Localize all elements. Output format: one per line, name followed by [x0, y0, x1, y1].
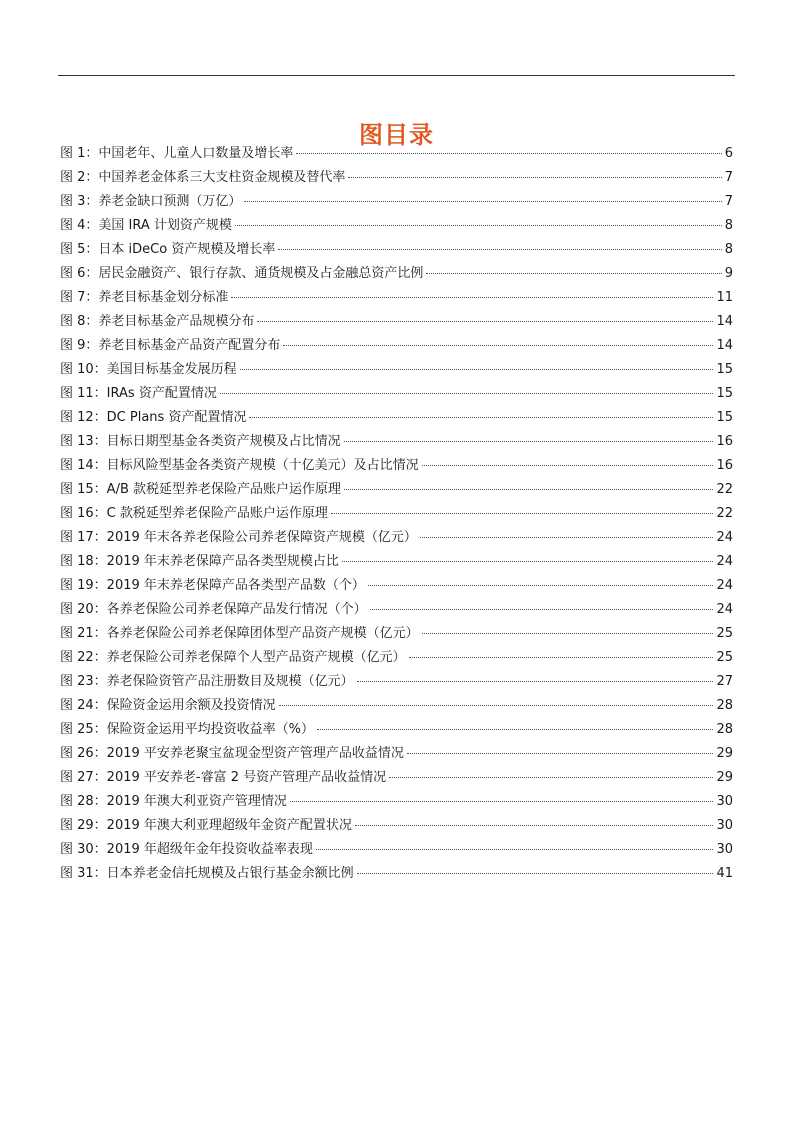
toc-entry[interactable]: [60, 790, 733, 814]
toc-entry-page-number: 24: [716, 554, 733, 569]
toc-entry-label: 图 2：中国养老金体系三大支柱资金规模及替代率: [60, 170, 346, 185]
dot-leader: [426, 273, 721, 274]
toc-entry[interactable]: [60, 742, 733, 766]
toc-entry-page-number: 30: [716, 842, 733, 857]
dot-leader: [420, 537, 714, 538]
toc-entry-page-number: 30: [716, 818, 733, 833]
toc-entry-page-number: 22: [716, 482, 733, 497]
toc-entry[interactable]: [60, 286, 733, 310]
toc-entry-page-number: 29: [716, 746, 733, 761]
dot-leader: [344, 489, 713, 490]
toc-entry-page-number: 28: [716, 698, 733, 713]
toc-entry-page-number: 8: [724, 218, 733, 233]
dot-leader: [331, 513, 714, 514]
toc-entry-label: 图 16：C 款税延型养老保险产品账户运作原理: [60, 506, 328, 521]
toc-entry-label: 图 23：养老保险资管产品注册数目及规模（亿元）: [60, 674, 354, 689]
page-title: 图目录: [359, 121, 434, 150]
dot-leader: [316, 849, 714, 850]
dot-leader: [249, 417, 713, 418]
figure-toc-list: [60, 142, 733, 886]
toc-entry-page-number: 6: [724, 146, 733, 161]
dot-leader: [370, 609, 714, 610]
toc-entry-label: 图 21：各养老保险公司养老保障团体型产品资产规模（亿元）: [60, 626, 419, 641]
toc-entry-label: 图 29：2019 年澳大利亚理超级年金资产配置状况: [60, 818, 352, 833]
toc-entry-label: 图 19：2019 年末养老保障产品各类型产品数（个）: [60, 578, 365, 593]
toc-entry[interactable]: [60, 670, 733, 694]
toc-entry-page-number: 16: [716, 434, 733, 449]
dot-leader: [244, 201, 721, 202]
toc-entry-page-number: 15: [716, 362, 733, 377]
toc-entry-label: 图 6：居民金融资产、银行存款、通货规模及占金融总资产比例: [60, 266, 424, 281]
toc-entry[interactable]: [60, 262, 733, 286]
toc-entry-label: 图 5：日本 iDeCo 资产规模及增长率: [60, 242, 276, 257]
toc-entry-page-number: 24: [716, 530, 733, 545]
dot-leader: [357, 681, 714, 682]
dot-leader: [422, 633, 714, 634]
toc-entry[interactable]: [60, 166, 733, 190]
toc-entry[interactable]: [60, 406, 733, 430]
toc-entry-label: 图 11：IRAs 资产配置情况: [60, 386, 217, 401]
toc-entry-label: 图 7：养老目标基金划分标准: [60, 290, 229, 305]
toc-entry-page-number: 25: [716, 626, 733, 641]
dot-leader: [409, 657, 714, 658]
header-rule: [58, 75, 735, 76]
toc-entry-label: 图 25：保险资金运用平均投资收益率（%）: [60, 722, 315, 737]
dot-leader: [278, 249, 721, 250]
toc-entry-label: 图 18：2019 年末养老保障产品各类型规模占比: [60, 554, 339, 569]
toc-entry-label: 图 4：美国 IRA 计划资产规模: [60, 218, 232, 233]
dot-leader: [257, 321, 713, 322]
toc-entry[interactable]: [60, 358, 733, 382]
toc-entry-page-number: 27: [716, 674, 733, 689]
toc-entry-page-number: 41: [716, 866, 733, 881]
toc-entry-page-number: 9: [724, 266, 733, 281]
dot-leader: [220, 393, 714, 394]
toc-entry-page-number: 14: [716, 314, 733, 329]
dot-leader: [296, 153, 721, 154]
dot-leader: [240, 369, 714, 370]
toc-entry-label: 图 20：各养老保险公司养老保障产品发行情况（个）: [60, 602, 367, 617]
toc-entry-label: 图 27：2019 平安养老-睿富 2 号资产管理产品收益情况: [60, 770, 387, 785]
dot-leader: [355, 825, 714, 826]
toc-entry[interactable]: [60, 526, 733, 550]
dot-leader: [283, 345, 713, 346]
dot-leader: [344, 441, 714, 442]
toc-entry[interactable]: [60, 718, 733, 742]
toc-entry-page-number: 22: [716, 506, 733, 521]
toc-entry-page-number: 15: [716, 386, 733, 401]
dot-leader: [357, 873, 714, 874]
toc-entry-page-number: 14: [716, 338, 733, 353]
toc-entry-label: 图 3：养老金缺口预测（万亿）: [60, 194, 242, 209]
toc-entry-label: 图 14：目标风险型基金各类资产规模（十亿美元）及占比情况: [60, 458, 419, 473]
toc-entry[interactable]: [60, 310, 733, 334]
toc-entry-page-number: 24: [716, 602, 733, 617]
toc-entry-label: 图 28：2019 年澳大利亚资产管理情况: [60, 794, 287, 809]
toc-entry-label: 图 9：养老目标基金产品资产配置分布: [60, 338, 281, 353]
dot-leader: [407, 753, 714, 754]
toc-entry-label: 图 8：养老目标基金产品规模分布: [60, 314, 255, 329]
toc-entry-label: 图 26：2019 平安养老聚宝盆现金型资产管理产品收益情况: [60, 746, 404, 761]
toc-entry-page-number: 24: [716, 578, 733, 593]
toc-entry[interactable]: [60, 574, 733, 598]
toc-entry[interactable]: [60, 838, 733, 862]
toc-entry-page-number: 28: [716, 722, 733, 737]
toc-entry-label: 图 30：2019 年超级年金年投资收益率表现: [60, 842, 313, 857]
dot-leader: [231, 297, 713, 298]
dot-leader: [422, 465, 714, 466]
toc-entry-label: 图 24：保险资金运用余额及投资情况: [60, 698, 276, 713]
toc-entry[interactable]: [60, 190, 733, 214]
toc-entry[interactable]: [60, 622, 733, 646]
toc-entry[interactable]: [60, 430, 733, 454]
dot-leader: [235, 225, 722, 226]
dot-leader: [342, 561, 714, 562]
toc-entry[interactable]: [60, 334, 733, 358]
toc-entry-page-number: 30: [716, 794, 733, 809]
dot-leader: [317, 729, 713, 730]
toc-entry[interactable]: [60, 502, 733, 526]
toc-entry-label: 图 13：目标日期型基金各类资产规模及占比情况: [60, 434, 341, 449]
dot-leader: [290, 801, 714, 802]
toc-entry-label: 图 31：日本养老金信托规模及占银行基金余额比例: [60, 866, 354, 881]
toc-entry-page-number: 29: [716, 770, 733, 785]
toc-entry[interactable]: [60, 238, 733, 262]
dot-leader: [389, 777, 713, 778]
toc-entry[interactable]: [60, 862, 733, 886]
toc-entry[interactable]: [60, 766, 733, 790]
toc-entry[interactable]: [60, 646, 733, 670]
toc-entry-label: 图 10：美国目标基金发展历程: [60, 362, 237, 377]
toc-entry-label: 图 22：养老保险公司养老保障个人型产品资产规模（亿元）: [60, 650, 406, 665]
toc-entry[interactable]: [60, 382, 733, 406]
toc-entry[interactable]: [60, 598, 733, 622]
toc-entry[interactable]: [60, 478, 733, 502]
toc-entry[interactable]: [60, 142, 733, 166]
dot-leader: [368, 585, 714, 586]
toc-entry[interactable]: [60, 814, 733, 838]
dot-leader: [348, 177, 721, 178]
toc-entry-label: 图 15：A/B 款税延型养老保险产品账户运作原理: [60, 482, 341, 497]
toc-entry-page-number: 11: [716, 290, 733, 305]
toc-entry-page-number: 7: [724, 194, 733, 209]
toc-entry-page-number: 25: [716, 650, 733, 665]
dot-leader: [279, 705, 714, 706]
toc-entry-label: 图 12：DC Plans 资产配置情况: [60, 410, 247, 425]
toc-entry-label: 图 1：中国老年、儿童人口数量及增长率: [60, 146, 294, 161]
toc-entry-label: 图 17：2019 年末各养老保险公司养老保障资产规模（亿元）: [60, 530, 417, 545]
toc-entry[interactable]: [60, 694, 733, 718]
toc-entry-page-number: 8: [724, 242, 733, 257]
toc-entry-page-number: 16: [716, 458, 733, 473]
toc-entry[interactable]: [60, 550, 733, 574]
toc-entry-page-number: 7: [724, 170, 733, 185]
toc-entry-page-number: 15: [716, 410, 733, 425]
toc-entry[interactable]: [60, 214, 733, 238]
toc-entry[interactable]: [60, 454, 733, 478]
